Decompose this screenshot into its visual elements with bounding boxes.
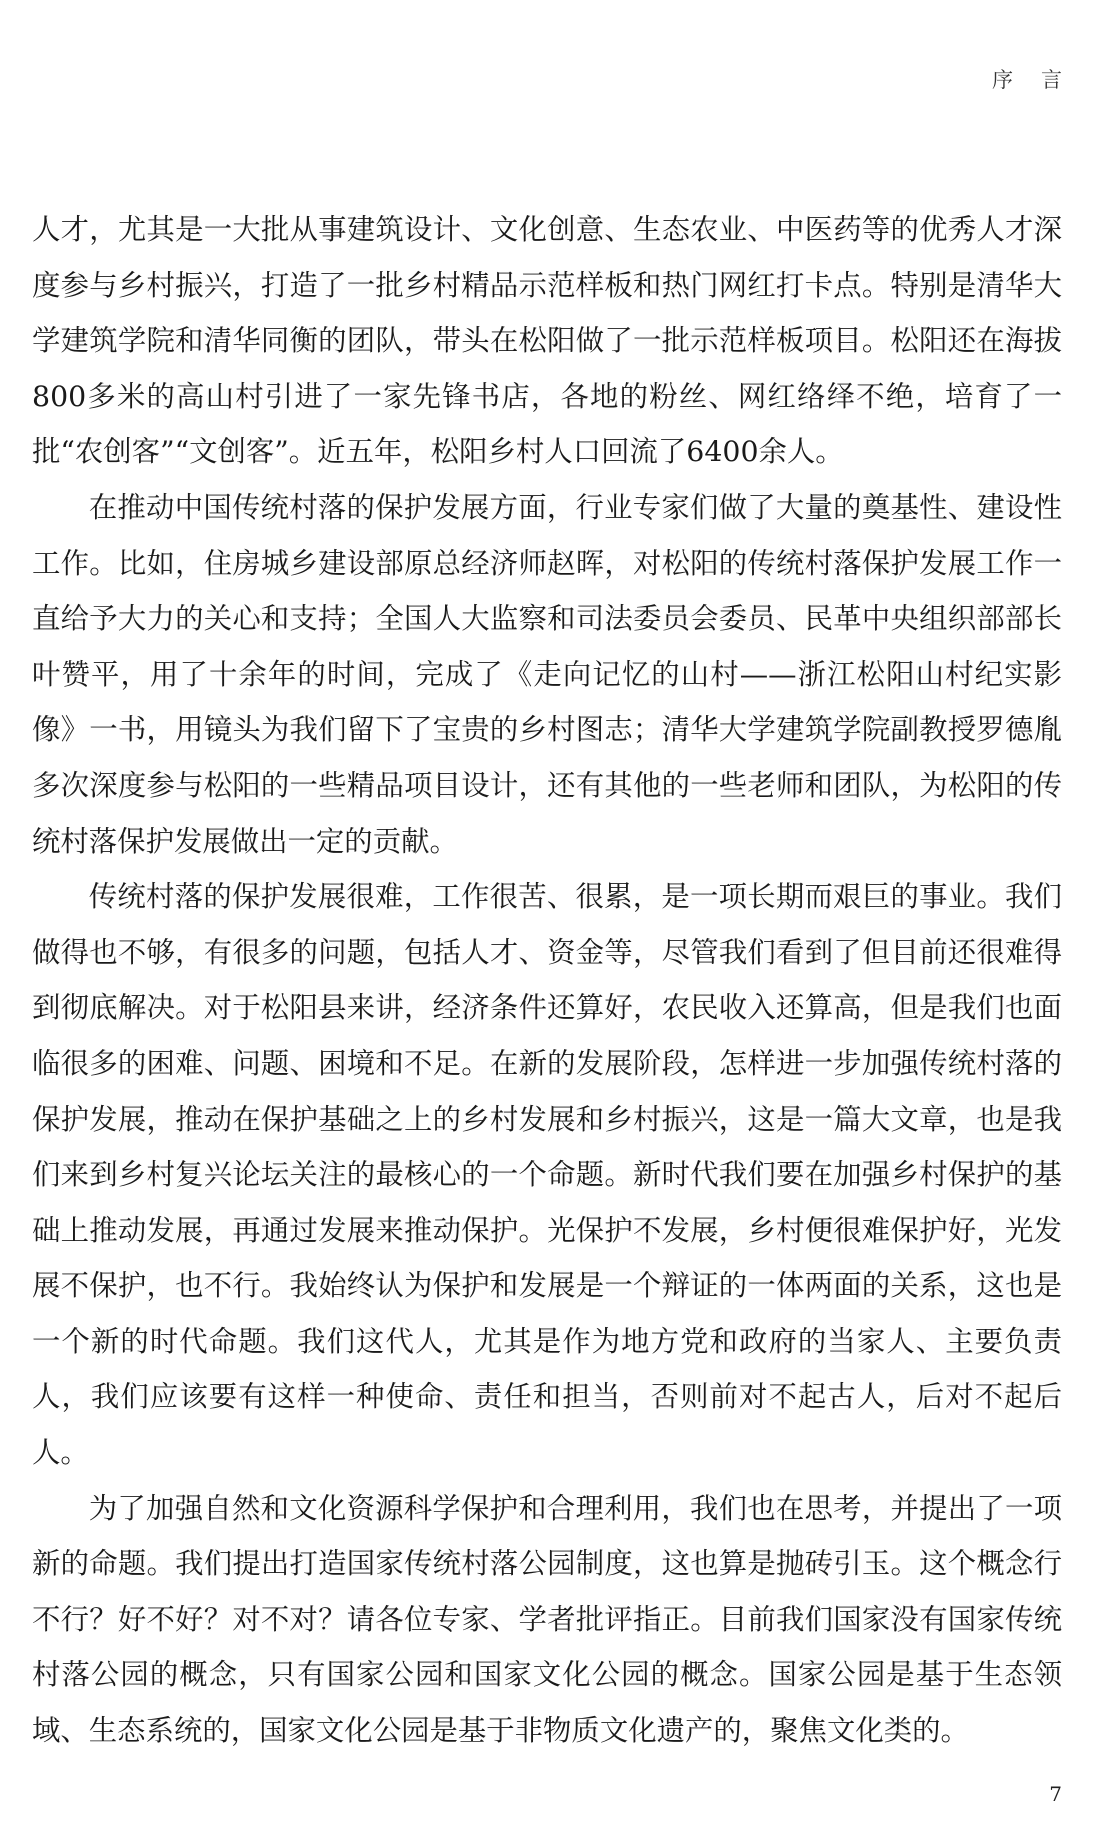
paragraph-2: 在推动中国传统村落的保护发展方面，行业专家们做了大量的奠基性、建设性工作。比如，住房城乡建设部原总经济师赵晖，对松阳的传统村落保护发展工作一直给予大力的关心和支持；全国人大监察和司法委员会委员、民革中央组织部部长叶赞平，用了十余年的时间，完成了《走向记忆的山村——浙江松阳山村纪实影像》一书，用镜头为我们留下了宝贵的乡村图志；清华大学建筑学院副教授罗德胤多次深度参与松阳的一些精品项目设计，还有其他的一些老师和团队，为松阳的传统村落保护发展做出一定的贡献。 [32,490,1062,858]
paragraph-3: 传统村落的保护发展很难，工作很苦、很累，是一项长期而艰巨的事业。我们做得也不够，有很多的问题，包括人才、资金等，尽管我们看到了但目前还很难得到彻底解决。对于松阳县来讲，经济条件还算好，农民收入还算高，但是我们也面临很多的困难、问题、困境和不足。在新的发展阶段，怎样进一步加强传统村落的保护发展，推动在保护基础之上的乡村发展和乡村振兴，这是一篇大文章，也是我们来到乡村复兴论坛关注的最核心的一个命题。新时代我们要在加强乡村保护的基础上推动发展，再通过发展来推动保护。光保护不发展，乡村便很难保护好，光发展不保护，也不行。我始终认为保护和发展是一个辩证的一体两面的关系，这也是一个新的时代命题。我们这代人，尤其是作为地方党和政府的当家人、主要负责人，我们应该要有这样一种使命、责任和担当，否则前对不起古人，后对不起后人。 [32,880,1062,1470]
body-text [32,202,1062,1759]
paragraph-1: 人才，尤其是一大批从事建筑设计、文化创意、生态农业、中医药等的优秀人才深度参与乡村振兴，打造了一批乡村精品示范样板和热门网红打卡点。特别是清华大学建筑学院和清华同衡的团队，带头在松阳做了一批示范样板项目。松阳还在海拔800多米的高山村引进了一家先锋书店，各地的粉丝、网红络绎不绝，培育了一批“农创客”“文创客”。近五年，松阳乡村人口回流了6400余人。 [32,213,1062,469]
page-number: 7 [1049,1782,1062,1806]
running-header: 序言 [992,68,1090,92]
paragraph-4: 为了加强自然和文化资源科学保护和合理利用，我们也在思考，并提出了一项新的命题。我们提出打造国家传统村落公园制度，这也算是抛砖引玉。这个概念行不行？好不好？对不对？请各位专家、学者批评指正。目前我们国家没有国家传统村落公园的概念，只有国家公园和国家文化公园的概念。国家公园是基于生态领域、生态系统的，国家文化公园是基于非物质文化遗产的，聚焦文化类的。 [32,1491,1062,1748]
